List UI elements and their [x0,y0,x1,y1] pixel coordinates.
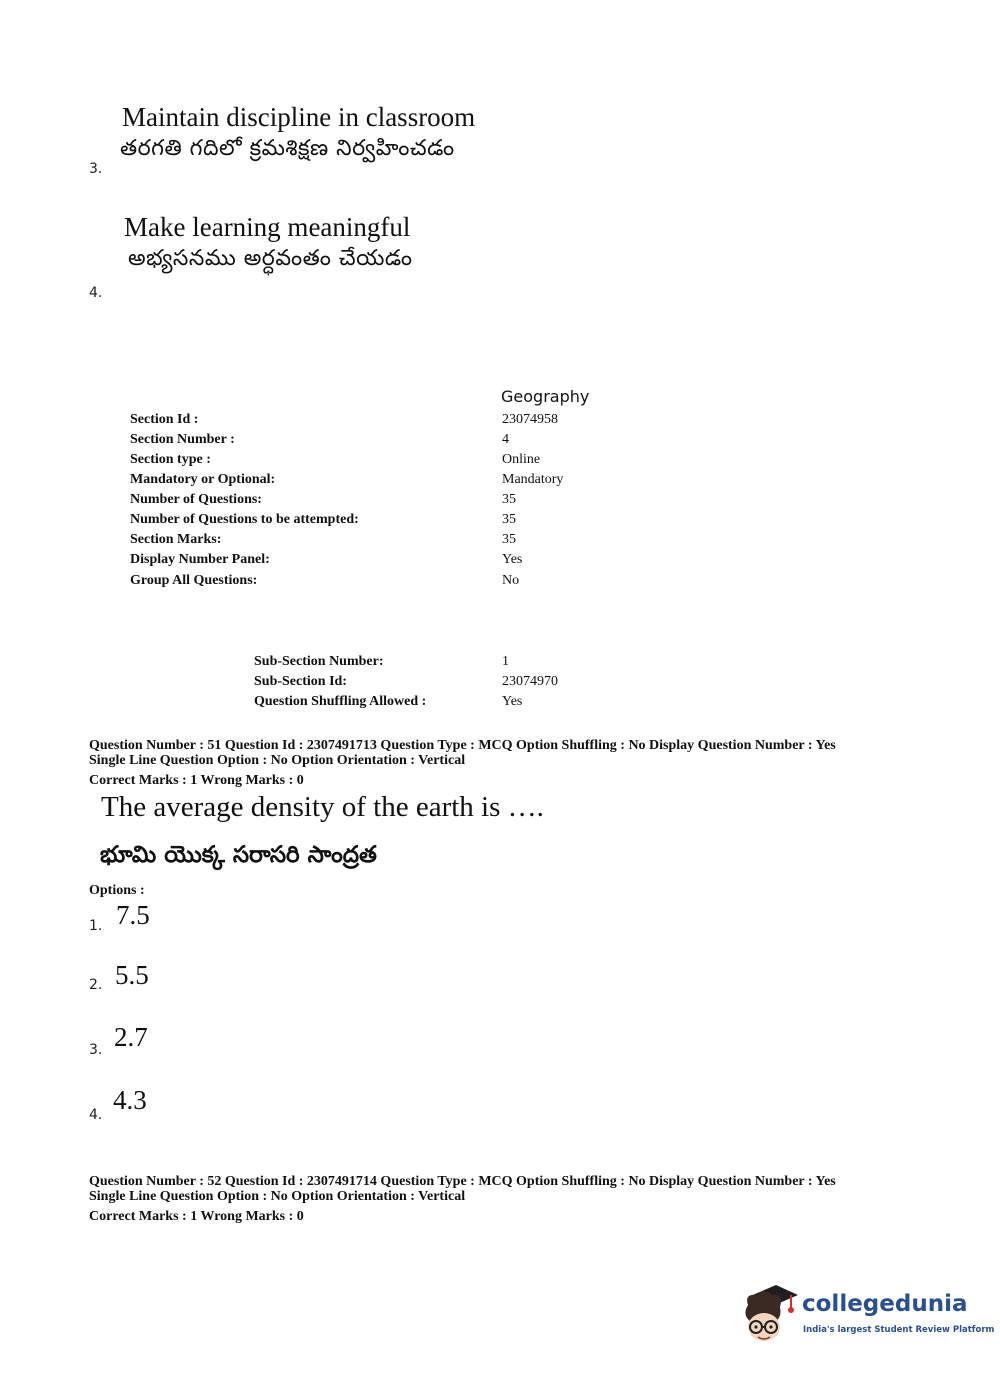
subsection-id-label: Sub-Section Id: [254,674,347,689]
collegedunia-brand: collegedunia [802,1291,968,1317]
q51-option-4-value: 4.3 [113,1085,147,1115]
group-all-value: No [502,573,520,588]
q51-marks: Correct Marks : 1 Wrong Marks : 0 [89,773,304,788]
section-type-label: Section type : [130,452,211,467]
option-3-number: 3. [89,161,103,177]
subsection-number-label: Sub-Section Number: [254,654,384,669]
q51-option-2-number: 2. [89,977,103,993]
q51-option-1-value: 7.5 [116,900,150,930]
q51-meta-line1: Question Number : 51 Question Id : 2307491713 Question Type : MCQ Option Shuffling : No Display Question Number : Yes [89,738,836,753]
num-attempt-label: Number of Questions to be attempted: [130,512,359,527]
section-type-value: Online [502,452,541,467]
num-questions-value: 35 [502,492,516,507]
num-attempt-value: 35 [502,512,516,527]
shuffling-label: Question Shuffling Allowed : [254,694,427,709]
option-4-english: Make learning meaningful [124,212,411,242]
q51-question-english: The average density of the earth is …. [101,791,544,823]
q51-question-telugu: భూమి యొక్క సరాసరి సాంద్రత [100,842,377,868]
mandatory-label: Mandatory or Optional: [130,472,276,487]
section-number-label: Section Number : [130,432,235,447]
q52-meta-line2: Single Line Question Option : No Option Orientation : Vertical [89,1189,466,1204]
option-3-telugu: తరగతి గదిలో క్రమశిక్షణ నిర్వహించడం [120,136,455,161]
option-4-number: 4. [89,285,103,301]
section-marks-value: 35 [502,532,516,547]
option-3-english: Maintain discipline in classroom [122,102,476,132]
section-title: Geography [501,387,590,406]
option-4-telugu: అభ్యసనము అర్ధవంతం చేయడం [128,246,413,271]
q51-options-label: Options : [89,883,145,898]
subsection-id-value: 23074970 [502,674,558,689]
section-id-value: 23074958 [502,412,558,427]
q51-option-3-number: 3. [89,1042,103,1058]
q52-marks: Correct Marks : 1 Wrong Marks : 0 [89,1209,304,1224]
q51-option-3-value: 2.7 [114,1022,148,1052]
shuffling-value: Yes [502,694,523,709]
mandatory-value: Mandatory [502,472,564,487]
q52-meta-line1: Question Number : 52 Question Id : 2307491714 Question Type : MCQ Option Shuffling : No Display Question Number : Yes [89,1174,836,1189]
section-number-value: 4 [502,432,509,447]
collegedunia-tagline: India's largest Student Review Platform [803,1325,995,1335]
display-panel-value: Yes [502,552,523,567]
group-all-label: Group All Questions: [130,573,258,588]
section-marks-label: Section Marks: [130,532,222,547]
num-questions-label: Number of Questions: [130,492,262,507]
display-panel-label: Display Number Panel: [130,552,270,567]
collegedunia-watermark [740,1283,995,1355]
q51-option-1-number: 1. [89,918,103,934]
q51-meta-line2: Single Line Question Option : No Option Orientation : Vertical [89,753,466,768]
section-id-label: Section Id : [130,412,199,427]
collegedunia-mascot-icon [740,1283,800,1347]
q51-option-4-number: 4. [89,1107,103,1123]
q51-option-2-value: 5.5 [115,960,149,990]
subsection-number-value: 1 [502,654,509,669]
